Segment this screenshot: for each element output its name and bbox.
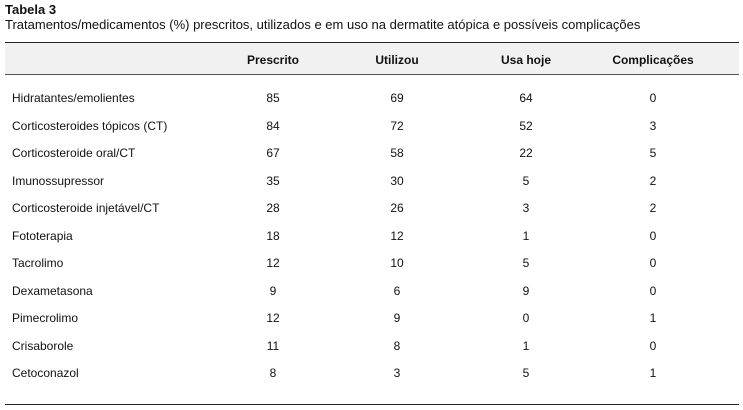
row-name: Hidratantes/emolientes bbox=[12, 91, 135, 105]
cell-usa-hoje: 22 bbox=[519, 146, 533, 160]
cell-usa-hoje: 9 bbox=[522, 283, 530, 298]
cell-usa-hoje: 64 bbox=[519, 91, 533, 105]
cell-usa-hoje: 0 bbox=[522, 311, 530, 325]
table-row bbox=[5, 119, 739, 147]
table-row bbox=[5, 91, 739, 119]
table-row bbox=[5, 174, 739, 202]
cell-utilizou: 3 bbox=[393, 366, 401, 380]
table-row bbox=[5, 229, 739, 257]
table-row bbox=[5, 339, 739, 367]
row-name: Dexametasona bbox=[12, 283, 93, 298]
cell-usa-hoje: 1 bbox=[522, 338, 530, 353]
cell-prescrito: 84 bbox=[266, 118, 280, 133]
row-name: Tacrolimo bbox=[12, 256, 64, 270]
row-name: Cetoconazol bbox=[12, 366, 79, 380]
table-row bbox=[5, 284, 739, 312]
cell-usa-hoje: 5 bbox=[522, 366, 530, 380]
cell-utilizou: 58 bbox=[390, 146, 404, 160]
cell-prescrito: 8 bbox=[269, 366, 277, 380]
cell-prescrito: 11 bbox=[266, 338, 280, 353]
header-prescrito: Prescrito bbox=[246, 53, 300, 67]
row-name: Imunossupressor bbox=[12, 173, 105, 188]
cell-utilizou: 30 bbox=[390, 173, 404, 188]
cell-utilizou: 6 bbox=[393, 283, 401, 298]
cell-usa-hoje: 5 bbox=[522, 256, 530, 270]
table-row bbox=[5, 146, 739, 174]
cell-prescrito: 12 bbox=[266, 256, 280, 270]
cell-utilizou: 8 bbox=[393, 338, 401, 353]
cell-utilizou: 69 bbox=[390, 91, 404, 105]
cell-prescrito: 85 bbox=[266, 91, 280, 105]
cell-complicacoes: 0 bbox=[649, 338, 657, 353]
table-label: Tabela 3 bbox=[5, 2, 57, 17]
cell-utilizou: 26 bbox=[390, 201, 404, 215]
table-row bbox=[5, 366, 739, 394]
cell-utilizou: 10 bbox=[390, 256, 404, 270]
row-name: Corticosteroide injetável/CT bbox=[12, 201, 160, 215]
cell-prescrito: 35 bbox=[266, 173, 280, 188]
cell-prescrito: 18 bbox=[266, 228, 280, 243]
cell-complicacoes: 5 bbox=[649, 146, 657, 160]
cell-utilizou: 72 bbox=[390, 118, 404, 133]
cell-complicacoes: 0 bbox=[649, 256, 657, 270]
row-name: Crisaborole bbox=[12, 338, 74, 353]
cell-utilizou: 12 bbox=[390, 228, 404, 243]
table-header bbox=[5, 43, 739, 75]
row-name: Pimecrolimo bbox=[12, 311, 79, 325]
row-name: Corticosteroide oral/CT bbox=[12, 146, 136, 160]
table-caption: Tratamentos/medicamentos (%) prescritos, utilizados e em uso na dermatite atópica e possíveis complicações bbox=[5, 17, 641, 32]
cell-usa-hoje: 52 bbox=[519, 118, 533, 133]
cell-complicacoes: 0 bbox=[649, 91, 657, 105]
cell-complicacoes: 2 bbox=[649, 173, 657, 188]
row-name: Corticosteroides tópicos (CT) bbox=[12, 118, 168, 133]
cell-usa-hoje: 1 bbox=[522, 228, 530, 243]
cell-usa-hoje: 3 bbox=[522, 201, 530, 215]
cell-complicacoes: 2 bbox=[649, 201, 657, 215]
header-utilizou: Utilizou bbox=[375, 53, 419, 67]
table-row bbox=[5, 201, 739, 229]
table-row bbox=[5, 256, 739, 284]
bottom-rule bbox=[5, 404, 739, 405]
cell-prescrito: 9 bbox=[269, 283, 277, 298]
header-complicacoes: Complicações bbox=[612, 53, 694, 67]
cell-complicacoes: 1 bbox=[649, 311, 657, 325]
cell-prescrito: 67 bbox=[266, 146, 280, 160]
header-usa-hoje: Usa hoje bbox=[500, 53, 552, 67]
cell-usa-hoje: 5 bbox=[522, 173, 530, 188]
row-name: Fototerapia bbox=[12, 228, 73, 243]
cell-complicacoes: 3 bbox=[649, 118, 657, 133]
cell-complicacoes: 1 bbox=[649, 366, 657, 380]
cell-prescrito: 28 bbox=[266, 201, 280, 215]
cell-complicacoes: 0 bbox=[649, 228, 657, 243]
table-body bbox=[5, 91, 739, 394]
cell-complicacoes: 0 bbox=[649, 283, 657, 298]
cell-utilizou: 9 bbox=[393, 311, 401, 325]
table-row bbox=[5, 311, 739, 339]
cell-prescrito: 12 bbox=[266, 311, 280, 325]
